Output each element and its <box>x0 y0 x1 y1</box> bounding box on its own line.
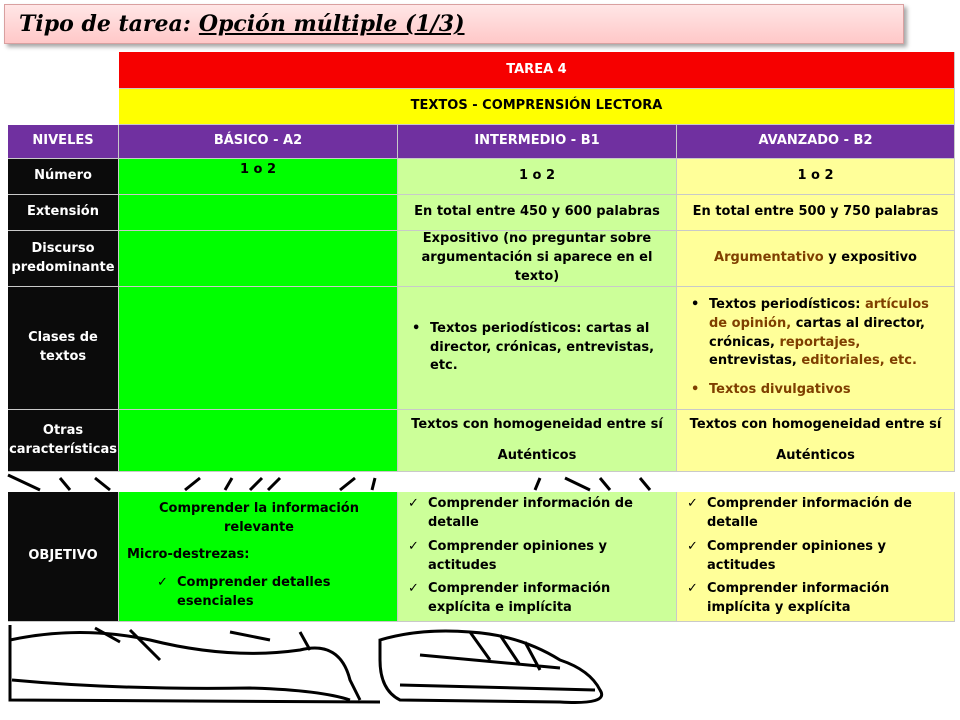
slide-title <box>4 4 904 44</box>
clases-b2-text-a: Textos periodísticos: <box>709 296 865 312</box>
objetivo-b1-check-1: ✓ Comprender información de detalle <box>404 495 670 533</box>
clases-b2-text-c: cartas al director, crónicas, <box>709 315 925 350</box>
objetivo-a2-line2: Micro-destrezas: <box>127 547 250 563</box>
objetivo-b2-check-2: ✓ Comprender opiniones y actitudes <box>683 538 948 576</box>
objetivo-b2-check-1: ✓ Comprender información de detalle <box>683 495 948 533</box>
subtitle-label: TEXTOS - COMPRENSIÓN LECTORA <box>410 98 663 114</box>
row-label-otras <box>8 410 119 472</box>
row-label-objetivo <box>8 492 119 622</box>
cell-clases-b1 <box>398 287 677 410</box>
cell-discurso-a2 <box>119 231 398 287</box>
numero-label: Número <box>34 168 92 184</box>
row-label-numero <box>8 159 119 195</box>
clases-b2-item-1 <box>683 296 948 371</box>
discurso-b1: Expositivo (no preguntar sobre argumentación si aparece en el texto) <box>421 231 653 284</box>
row-label-extension <box>8 195 119 231</box>
extension-b1: En total entre 450 y 600 palabras <box>414 204 660 220</box>
header-a2-label: BÁSICO - A2 <box>213 133 303 149</box>
clases-b2-text-f: editoriales, etc. <box>801 353 917 369</box>
cell-clases-a2 <box>119 287 398 410</box>
row-label-discurso <box>8 231 119 287</box>
subtitle-header <box>119 89 955 125</box>
objetivo-label: OBJETIVO <box>28 548 98 564</box>
objetivo-a2-check: ✓ Comprender detalles esenciales <box>153 574 391 612</box>
cell-discurso-b1 <box>398 231 677 287</box>
objetivo-b1-check-3: ✓ Comprender información explícita e implícita <box>404 580 670 618</box>
objetivo-b1-list <box>404 490 670 623</box>
header-b1-label: INTERMEDIO - B1 <box>474 133 600 149</box>
task-label: TAREA 4 <box>506 61 567 77</box>
header-niveles-label: NIVELES <box>32 133 94 149</box>
otras-b2-line2: Auténticos <box>776 447 855 463</box>
cell-otras-b1 <box>398 410 677 472</box>
discurso-label: Discurso predominante <box>11 240 115 275</box>
clases-b2-text-b: artículos de opinión, <box>709 296 929 331</box>
numero-b1: 1 o 2 <box>518 168 556 184</box>
otras-label: Otras características <box>9 422 117 457</box>
discurso-b2-rest: y expositivo <box>823 250 917 266</box>
objetivo-b2-list <box>683 490 948 623</box>
objetivo-a2-line1: Comprender la información relevante <box>159 501 359 536</box>
header-b2 <box>677 125 955 159</box>
clases-b1-item: • Textos periodísticos: cartas al director, crónicas, entrevistas, etc. <box>404 320 670 377</box>
clases-b2-text-e: entrevistas, <box>709 353 802 369</box>
numero-a2: 1 o 2 <box>239 162 277 177</box>
otras-b1-line1: Textos con homogeneidad entre sí <box>411 416 663 432</box>
discurso-b2-highlight: Argumentativo <box>714 250 824 266</box>
discurso-b2 <box>714 249 917 268</box>
cell-otras-b2 <box>677 410 955 472</box>
cell-objetivo-b1 <box>398 492 677 622</box>
extension-label: Extensión <box>27 204 99 220</box>
extension-b2: En total entre 500 y 750 palabras <box>692 204 939 220</box>
clases-b2-text-d: reportajes, <box>779 334 861 350</box>
objetivo-b1-check-2: ✓ Comprender opiniones y actitudes <box>404 538 670 576</box>
objetivo-a2-list <box>153 569 391 617</box>
title-prefix: Tipo de tarea: <box>19 11 191 37</box>
clases-b2-list <box>683 293 948 403</box>
title-value: Opción múltiple (1/3) <box>198 11 465 37</box>
cell-extension-a2 <box>119 195 398 231</box>
header-niveles <box>8 125 119 159</box>
cell-numero-b1 <box>398 159 677 195</box>
otras-b2-line1: Textos con homogeneidad entre sí <box>689 416 942 432</box>
cell-discurso-b2 <box>677 231 955 287</box>
task-header <box>119 52 955 89</box>
cell-extension-b2 <box>677 195 955 231</box>
clases-b1-list <box>404 317 670 380</box>
clases-b2-item-2: • Textos divulgativos <box>683 381 948 400</box>
header-b1 <box>398 125 677 159</box>
cell-numero-a2 <box>119 159 398 195</box>
cell-extension-b1 <box>398 195 677 231</box>
objetivo-b2-check-3: ✓ Comprender información implícita y explícita <box>683 580 948 618</box>
row-label-clases <box>8 287 119 410</box>
otras-b1-line2: Auténticos <box>497 447 577 463</box>
header-a2 <box>119 125 398 159</box>
clases-label: Clases de textos <box>28 330 98 364</box>
numero-b2: 1 o 2 <box>797 168 834 184</box>
cell-numero-b2 <box>677 159 955 195</box>
cell-clases-b2 <box>677 287 955 410</box>
header-b2-label: AVANZADO - B2 <box>758 133 873 149</box>
cell-objetivo-a2 <box>119 492 398 622</box>
cell-objetivo-b2 <box>677 492 955 622</box>
cell-otras-a2 <box>119 410 398 472</box>
